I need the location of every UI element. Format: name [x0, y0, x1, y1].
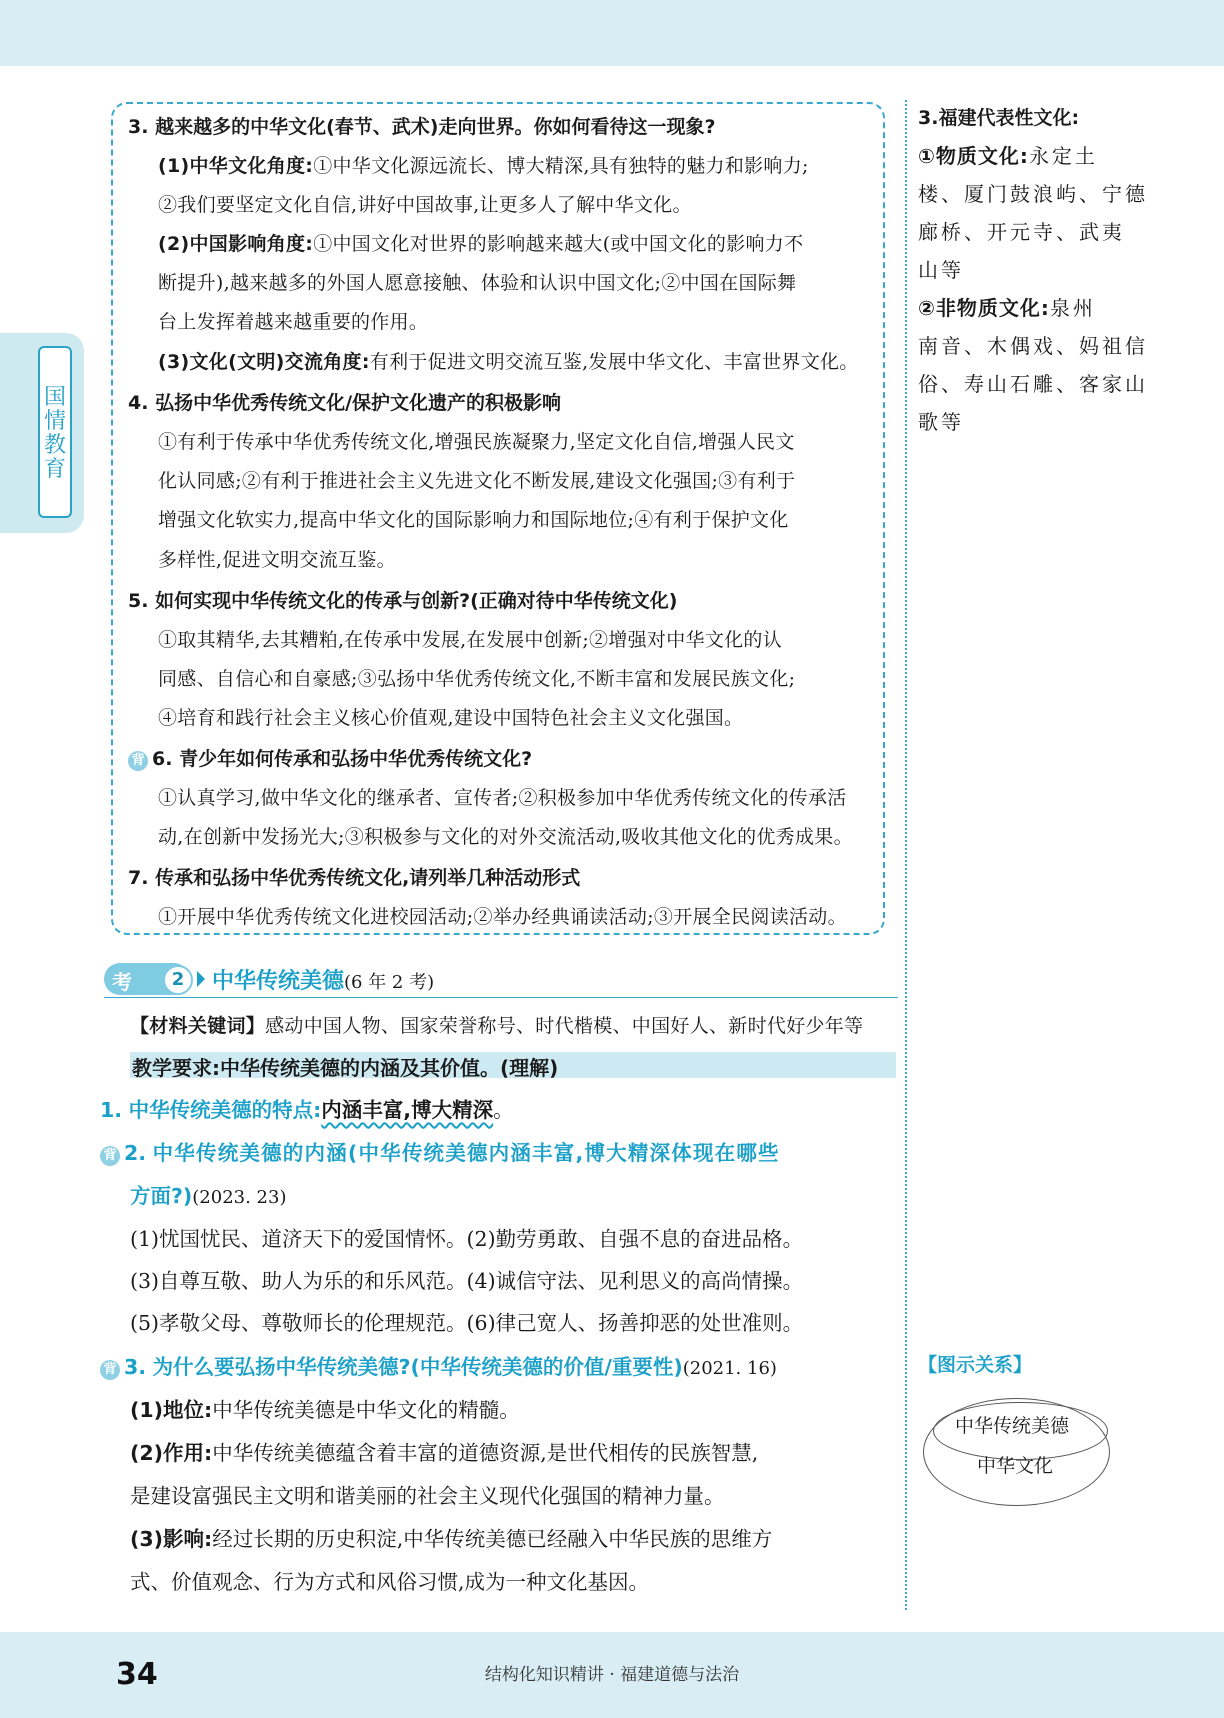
- p2-heading: [100, 1136, 780, 1166]
- q3-a1-text: ①中华文化源远流长、博大精深,具有独特的魅力和影响力;: [313, 155, 809, 177]
- p3-a3-label: (3)影响:: [130, 1527, 213, 1551]
- sidebar-material: [918, 140, 1098, 169]
- q3-a1-line2: ②我们要坚定文化自信,讲好中国故事,让更多人了解中华文化。: [158, 194, 692, 216]
- q4-line2: 化认同感;②有利于推进社会主义先进文化不断发展,建设文化强国;③有利于: [158, 470, 796, 492]
- p3-a2-label: (2)作用:: [130, 1441, 213, 1465]
- diagram-inner-label: 中华传统美德: [955, 1415, 1070, 1437]
- q4-line1: ①有利于传承中华优秀传统文化,增强民族凝聚力,坚定文化自信,增强人民文: [158, 431, 795, 453]
- q4-line3: 增强文化软实力,提高中华文化的国际影响力和国际地位;④有利于保护文化: [158, 509, 789, 531]
- q4-line4: 多样性,促进文明交流互鉴。: [158, 549, 396, 571]
- q3-a3-label: (3)文化(文明)交流角度:: [158, 351, 370, 373]
- sidebar-intangible-line2: 南音、木偶戏、妈祖信: [918, 334, 1148, 358]
- triangle-arrow-icon: [197, 971, 205, 987]
- q3-heading: [128, 112, 715, 139]
- sidebar-material-label: ①物质文化:: [918, 144, 1029, 168]
- p2-num: 2.: [124, 1141, 147, 1165]
- sidebar-intangible: [918, 292, 1096, 321]
- q3-a2-line2: 断提升),越来越多的外国人愿意接触、体验和认识中国文化;②中国在国际舞: [158, 272, 797, 294]
- diagram-label: 【图示关系】: [918, 1354, 1033, 1376]
- q6-heading: [128, 744, 532, 771]
- q6-line1: ①认真学习,做中华文化的继承者、宣传者;②积极参加中华优秀传统文化的传承活: [158, 787, 847, 809]
- p1-label: 中华传统美德的特点:: [128, 1098, 322, 1122]
- side-tab-char: 教: [43, 433, 66, 458]
- memorize-badge-icon: 背: [100, 1360, 120, 1380]
- q6-title: 青少年如何传承和弘扬中华优秀传统文化?: [179, 748, 533, 770]
- p3-a2-line2: 是建设富强民主文明和谐美丽的社会主义现代化强国的精神力量。: [130, 1484, 725, 1508]
- side-tab-char: 育: [43, 457, 66, 482]
- q3-title: 越来越多的中华文化(春节、武术)走向世界。你如何看待这一现象?: [155, 116, 716, 138]
- p1-end: 。: [493, 1098, 514, 1122]
- sidebar-material-text: 永定土: [1028, 144, 1098, 168]
- keywords-label: 【材料关键词】: [130, 1015, 266, 1037]
- q3-a2-text: ①中国文化对世界的影响越来越大(或中国文化的影响力不: [313, 233, 804, 255]
- p2-heading-line2: [130, 1179, 286, 1209]
- sidebar-title-num: 3.: [918, 107, 939, 129]
- sidebar-material-line4: 山等: [918, 258, 964, 282]
- keywords-text: 感动中国人物、国家荣誉称号、时代楷模、中国好人、新时代好少年等: [265, 1015, 864, 1037]
- q3-a2-label: (2)中国影响角度:: [158, 233, 314, 255]
- p3-a3-line2: 式、价值观念、行为方式和风俗习惯,成为一种文化基因。: [130, 1570, 650, 1594]
- p3-num: 3.: [124, 1355, 147, 1379]
- p3-a1: [130, 1393, 520, 1423]
- section-title: [212, 964, 434, 995]
- p3-a2: [130, 1436, 758, 1466]
- p3-heading: [100, 1350, 777, 1380]
- q3-a3-text: 有利于促进文明交流互鉴,发展中华文化、丰富世界文化。: [369, 351, 859, 373]
- q6-line2: 动,在创新中发扬光大;③积极参与文化的对外交流活动,吸收其他文化的优秀成果。: [158, 826, 853, 848]
- page-number: 34: [116, 1657, 158, 1692]
- q3-num: 3.: [128, 116, 149, 138]
- p2-line3: (5)孝敬父母、尊敬师长的伦理规范。(6)律己宽人、扬善抑恶的处世准则。: [130, 1311, 804, 1335]
- q5-title: 如何实现中华传统文化的传承与创新?(正确对待中华传统文化): [155, 590, 678, 612]
- section-label: 考点: [112, 970, 132, 1023]
- p3-a1-label: (1)地位:: [130, 1398, 213, 1422]
- section-rule: [104, 997, 898, 998]
- p3-a3-text: 经过长期的历史积淀,中华传统美德已经融入中华民族的思维方: [212, 1527, 773, 1551]
- q6-num: 6.: [152, 748, 173, 770]
- p3-title: 为什么要弘扬中华传统美德?(中华传统美德的价值/重要性): [152, 1355, 683, 1379]
- header-band: [0, 0, 1224, 66]
- q4-heading: [128, 388, 561, 415]
- column-divider: [905, 100, 907, 1610]
- q5-line2: 同感、自信心和自豪感;③弘扬中华优秀传统文化,不断丰富和发展民族文化;: [158, 668, 796, 690]
- side-tab-label: [38, 346, 72, 518]
- q3-a1: [158, 151, 809, 178]
- keywords: [130, 1011, 863, 1038]
- p2-line1: (1)忧国忧民、道济天下的爱国情怀。(2)勤劳勇敢、自强不息的奋进品格。: [130, 1227, 804, 1251]
- sidebar-material-line2: 楼、厦门鼓浪屿、宁德: [918, 182, 1148, 206]
- q5-line3: ④培育和践行社会主义核心价值观,建设中国特色社会主义文化强国。: [158, 707, 744, 729]
- memorize-badge-icon: 背: [128, 751, 148, 771]
- footer-title: 结构化知识精讲 · 福建道德与法治: [484, 1665, 740, 1685]
- side-tab-char: 情: [43, 409, 66, 434]
- p1: [100, 1093, 514, 1123]
- p2-title2: 方面?): [130, 1184, 193, 1208]
- diagram-outer-label: 中华文化: [977, 1455, 1054, 1477]
- side-tab-char: 国: [43, 385, 66, 410]
- p2-title: 中华传统美德的内涵(中华传统美德内涵丰富,博大精深体现在哪些: [152, 1141, 780, 1165]
- p3-a1-text: 中华传统美德是中华文化的精髓。: [212, 1398, 520, 1422]
- sidebar-intangible-label: ②非物质文化:: [918, 296, 1050, 320]
- p2-year: (2023. 23): [192, 1187, 287, 1208]
- q7-heading: [128, 863, 580, 890]
- q3-a3: [158, 347, 859, 374]
- q4-title: 弘扬中华优秀传统文化/保护文化遗产的积极影响: [155, 392, 562, 414]
- q7-num: 7.: [128, 867, 149, 889]
- sidebar-material-line3: 廊桥、开元寺、武夷: [918, 220, 1125, 244]
- sidebar-title-text: 福建代表性文化:: [938, 107, 1080, 129]
- teaching-requirement: 教学要求:中华传统美德的内涵及其价值。(理解): [132, 1056, 559, 1080]
- q5-num: 5.: [128, 590, 149, 612]
- p1-num: 1.: [100, 1098, 123, 1122]
- section-title-text: 中华传统美德: [212, 969, 345, 994]
- p3-year: (2021. 16): [682, 1358, 777, 1379]
- sidebar-intangible-line4: 歌等: [918, 410, 964, 434]
- q7-line1: ①开展中华优秀传统文化进校园活动;②举办经典诵读活动;③开展全民阅读活动。: [158, 906, 847, 928]
- section-frequency: (6 年 2 考): [344, 972, 435, 993]
- q3-a1-label: (1)中华文化角度:: [158, 155, 314, 177]
- p1-answer: 内涵丰富,博大精深: [321, 1098, 494, 1122]
- p3-a2-text: 中华传统美德蕴含着丰富的道德资源,是世代相传的民族智慧,: [212, 1441, 759, 1465]
- q5-heading: [128, 586, 677, 613]
- section-number: 2: [163, 965, 193, 995]
- sidebar-intangible-text: 泉州: [1049, 296, 1096, 320]
- p3-a3: [130, 1522, 772, 1552]
- memorize-badge-icon: 背: [100, 1146, 120, 1166]
- q7-title: 传承和弘扬中华优秀传统文化,请列举几种活动形式: [155, 867, 581, 889]
- q5-line1: ①取其精华,去其糟粕,在传承中发展,在发展中创新;②增强对中华文化的认: [158, 629, 783, 651]
- q3-a2: [158, 229, 803, 256]
- sidebar-title: [918, 103, 1079, 130]
- q3-a2-line3: 台上发挥着越来越重要的作用。: [158, 311, 429, 333]
- p2-line2: (3)自尊互敬、助人为乐的和乐风范。(4)诚信守法、见利思义的高尚情操。: [130, 1269, 804, 1293]
- sidebar-intangible-line3: 俗、寿山石雕、客家山: [918, 372, 1148, 396]
- q4-num: 4.: [128, 392, 149, 414]
